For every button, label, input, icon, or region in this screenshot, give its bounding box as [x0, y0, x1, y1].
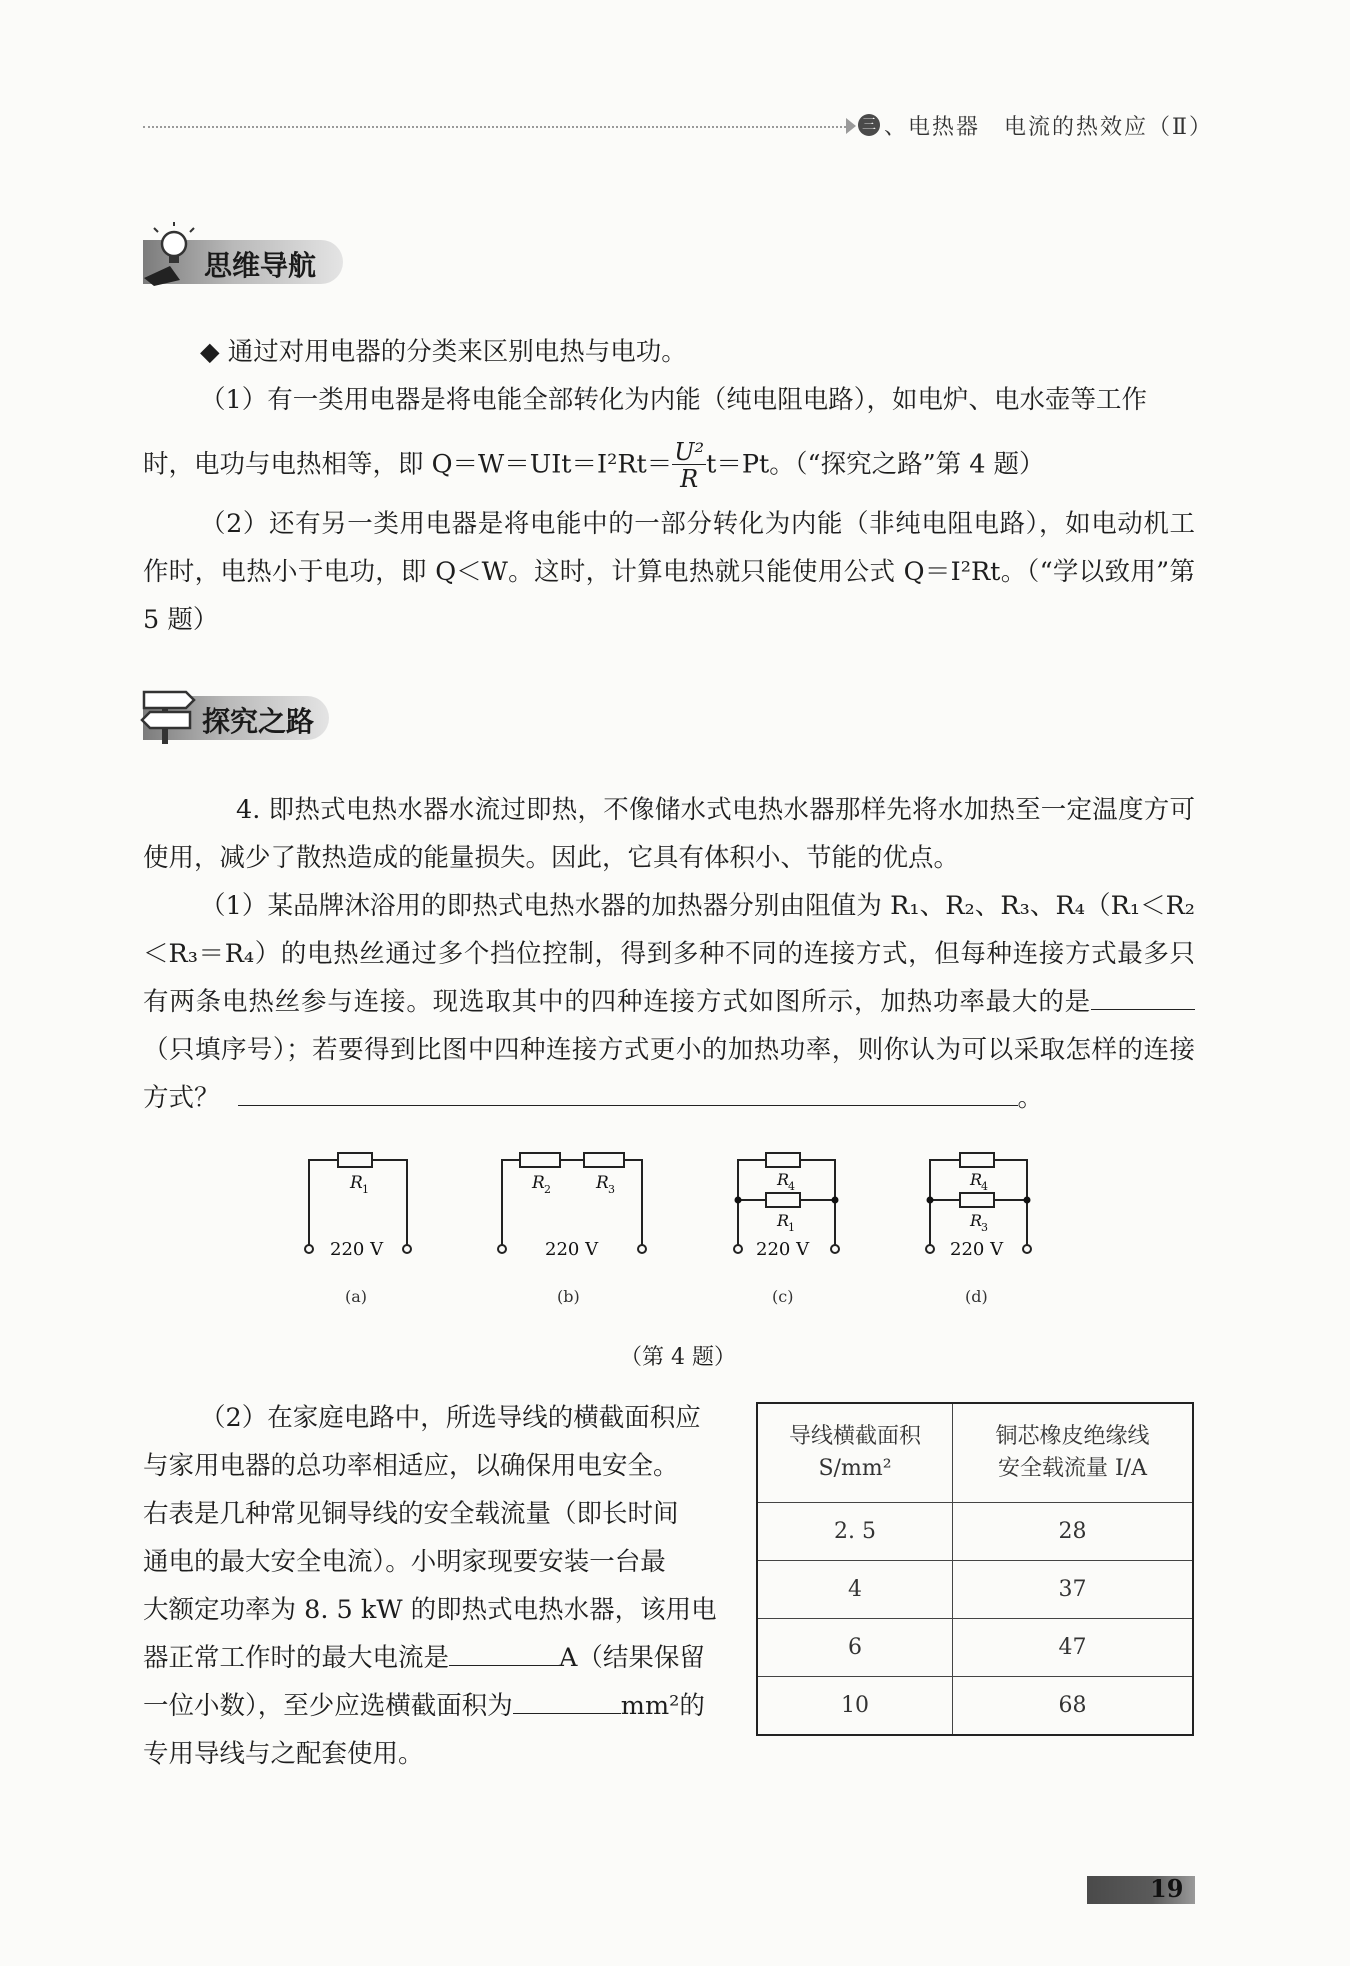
label-d-r4-sub: 4 [981, 1180, 988, 1193]
chapter-title: 、电热器 电流的热效应（Ⅱ） [884, 115, 1213, 140]
label-d-r3-sub: 3 [981, 1221, 988, 1234]
label-b-r2: R [532, 1173, 545, 1193]
area-cell: 6 [757, 1619, 953, 1677]
section-title-explore: 探究之路 [202, 705, 315, 738]
header-cell-area [757, 1403, 953, 1503]
para-2: （2）还有另一类用电器是将电能中的一部分转化为内能（非纯电阻电路），如电动机工作时，电热小于电功，即 Q＜W。这时，计算电热就只能使用公式 Q＝I²Rt。（“学以致用”第 5 题） [143, 509, 1195, 635]
circuit-a [305, 1153, 411, 1253]
table-row [757, 1503, 1193, 1561]
circuit-diagrams [290, 1140, 1060, 1320]
wire-capacity-table [756, 1402, 1194, 1736]
caption-b: (b) [557, 1287, 580, 1306]
caption-c: (c) [772, 1287, 794, 1306]
table-row [757, 1619, 1193, 1677]
junction-dot [1024, 1197, 1031, 1204]
junction-dot [927, 1197, 934, 1204]
caption-d: (d) [965, 1287, 988, 1306]
q4-p2-line-1: （2）在家庭电路中，所选导线的横截面积应 [200, 1403, 701, 1433]
lightbulb-book-icon [140, 222, 200, 288]
circuit-b [498, 1153, 646, 1253]
answer-blank-connection[interactable] [238, 1079, 1018, 1106]
fraction-denominator: R [680, 465, 699, 493]
table-header-row [757, 1403, 1193, 1503]
header-dotted-line [143, 126, 850, 128]
junction-dot [735, 1197, 742, 1204]
page-number: 19 [1150, 1874, 1184, 1903]
resistor-d-r4 [960, 1153, 994, 1167]
area-cell: 10 [757, 1677, 953, 1736]
circuit-c [734, 1153, 839, 1253]
voltage-a: 220 V [330, 1239, 384, 1260]
q4-p2-line6-b: A（结果保留 [559, 1643, 705, 1673]
answer-blank-cross-section[interactable] [513, 1687, 621, 1714]
label-d-r4: R [970, 1170, 983, 1189]
resistor-b-r3 [584, 1153, 624, 1167]
formula-text-b: t＝Pt。（“探究之路”第 4 题） [706, 449, 1045, 480]
q4-p1-end: 。 [1017, 1083, 1044, 1113]
answer-blank-max-power[interactable] [1091, 983, 1195, 1010]
q4-p2-line-4: 通电的最大安全电流）。小明家现要安装一台最 [143, 1547, 666, 1577]
formula-fraction [672, 440, 706, 491]
resistor-b-r2 [520, 1153, 560, 1167]
para-1-line-1: （1）有一类用电器是将电能全部转化为内能（纯电阻电路），如电炉、电水壶等工作 [200, 385, 1147, 415]
q4-p2-line6-a: 器正常工作时的最大电流是 [143, 1643, 450, 1673]
q4-p2-line7-a: 一位小数），至少应选横截面积为 [143, 1691, 513, 1721]
caption-a: (a) [345, 1287, 368, 1306]
current-cell: 28 [953, 1503, 1194, 1561]
header-arrow-icon [846, 118, 856, 134]
label-c-r4: R [777, 1170, 790, 1189]
formula-text-a: 时，电功与电热相等，即 Q＝W＝UIt＝I²Rt＝ [143, 449, 673, 480]
current-cell: 47 [953, 1619, 1194, 1677]
junction-dot [832, 1197, 839, 1204]
current-cell: 37 [953, 1561, 1194, 1619]
diamond-bullet-icon: ◆ [200, 337, 220, 367]
q4-p2-line-7 [143, 1686, 705, 1722]
label-b-r2-sub: 2 [544, 1183, 551, 1196]
circuit-d [926, 1153, 1031, 1253]
label-d-r3: R [970, 1211, 983, 1230]
q4-p2-line7-b: mm²的 [620, 1691, 705, 1721]
label-c-r1: R [777, 1211, 790, 1230]
label-b-r3-sub: 3 [608, 1183, 615, 1196]
label-c-r4-sub: 4 [788, 1180, 795, 1193]
label-a-r: R [350, 1173, 363, 1193]
question-4-part-1 [143, 882, 1195, 1122]
table-row [757, 1677, 1193, 1736]
current-cell: 68 [953, 1677, 1194, 1736]
area-cell: 2. 5 [757, 1503, 953, 1561]
header-current-line1: 铜芯橡皮绝缘线 [995, 1424, 1150, 1449]
resistor-c-r1 [766, 1193, 800, 1207]
voltage-d: 220 V [950, 1239, 1004, 1260]
q4-p2-line-2: 与家用电器的总功率相适应，以确保用电安全。 [143, 1451, 679, 1481]
q4-p2-line-3: 右表是几种常见铜导线的安全载流量（即长时间 [143, 1499, 679, 1529]
figure-caption: （第 4 题） [620, 1345, 736, 1370]
section-title-thinking: 思维导航 [204, 249, 317, 282]
question-4-intro: 4. 即热式电热水器水流过即热，不像储水式电热水器那样先将水加热至一定温度方可使用，减少了散热造成的能量损失。因此，它具有体积小、节能的优点。 [143, 795, 1195, 873]
q4-p1-text-a: （1）某品牌沐浴用的即热式电热水器的加热器分别由阻值为 R₁、R₂、R₃、R₄（R₁＜R₂＜R₃＝R₄）的电热丝通过多个挡位控制，得到多种不同的连接方式，但每种连接方式最多只有两条电热丝参与连接。现选取其中的四种连接方式如图所示，加热功率最大的是 [143, 891, 1195, 1017]
q4-p1-text-b: （只填序号）；若要得到比图中四种连接方式更小的加热功率，则你认为可以采 [143, 1035, 1040, 1065]
header-area-line2: S/mm² [818, 1456, 892, 1481]
chapter-number-badge: 三 [858, 114, 880, 136]
voltage-b: 220 V [545, 1239, 599, 1260]
resistor-a-r1 [338, 1153, 372, 1167]
fraction-numerator: U² [674, 438, 705, 466]
q4-p2-line-6 [143, 1638, 705, 1674]
header-current-line2: 安全载流量 I/A [998, 1456, 1147, 1481]
header-area-line1: 导线横截面积 [788, 1424, 921, 1449]
voltage-c: 220 V [756, 1239, 810, 1260]
area-cell: 4 [757, 1561, 953, 1619]
label-a-sub: 1 [362, 1183, 369, 1196]
resistor-d-r3 [960, 1193, 994, 1207]
answer-blank-max-current[interactable] [449, 1639, 559, 1666]
q4-p2-line-8: 专用导线与之配套使用。 [143, 1739, 424, 1769]
table-row [757, 1561, 1193, 1619]
signpost-icon [140, 682, 200, 746]
header-cell-current [953, 1403, 1194, 1503]
para-1-line-2 [143, 440, 1045, 491]
resistor-c-r4 [766, 1153, 800, 1167]
q4-p2-line-5: 大额定功率为 8. 5 kW 的即热式电热水器，该用电 [143, 1595, 717, 1625]
label-c-r1-sub: 1 [788, 1221, 795, 1234]
label-b-r3: R [596, 1173, 609, 1193]
intro-text: 通过对用电器的分类来区别电热与电功。 [227, 337, 687, 367]
q4-p1-text-c: 取怎样的连接方式？ [143, 1035, 1195, 1113]
bullet-line [200, 332, 687, 368]
